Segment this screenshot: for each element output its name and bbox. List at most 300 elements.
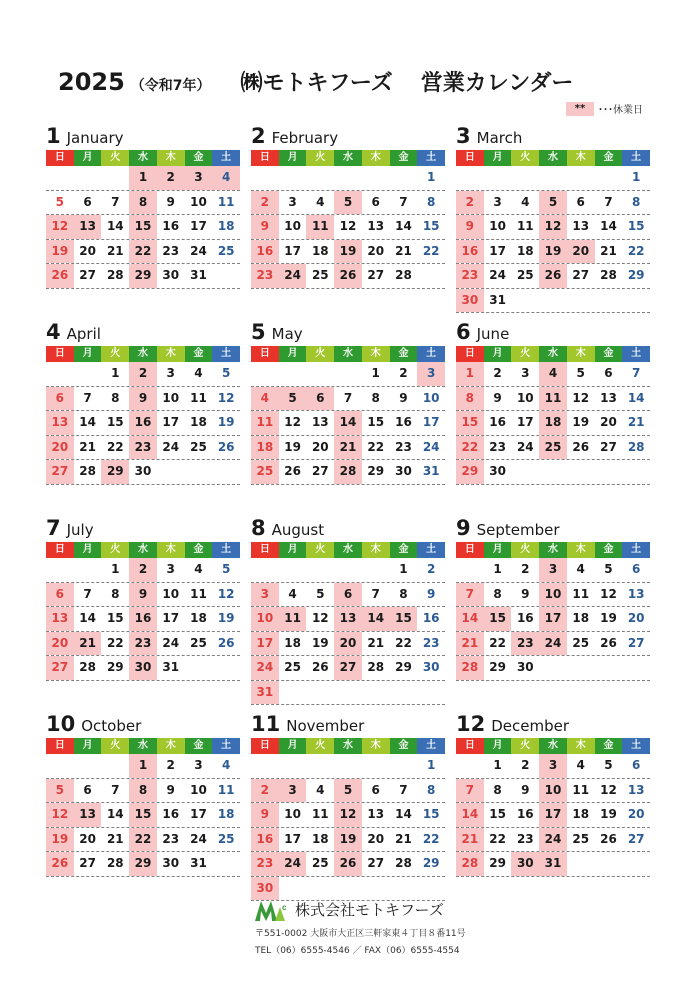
empty-cell <box>306 362 334 386</box>
day-cell: 20 <box>367 243 385 258</box>
weekday-label: 木 <box>157 542 185 558</box>
weekday-label: 火 <box>101 150 129 166</box>
day-cell: 12 <box>311 611 329 625</box>
holiday-day-cell: 2 <box>129 362 157 386</box>
week-row <box>251 191 445 216</box>
holiday-day-cell: 31 <box>251 681 279 705</box>
holiday-day-cell: 15 <box>129 803 157 827</box>
month-header <box>251 124 445 148</box>
holiday-day-cell: 14 <box>456 803 484 827</box>
weekday-label: 木 <box>567 346 595 362</box>
week-row <box>251 436 445 461</box>
empty-cell <box>251 362 279 386</box>
empty-cell <box>306 681 334 705</box>
day-cell: 1 <box>493 758 502 772</box>
day-cell: 29 <box>422 856 440 870</box>
weekday-label: 月 <box>74 150 102 166</box>
day-cell: 6 <box>631 758 641 772</box>
empty-cell <box>334 754 362 778</box>
day-cell: 11 <box>190 586 207 601</box>
day-cell: 28 <box>395 268 412 282</box>
month-number: 10 <box>46 712 76 736</box>
day-cell: 7 <box>604 194 613 209</box>
week-row <box>251 779 445 804</box>
holiday-day-cell: 3 <box>251 583 279 607</box>
day-cell: 25 <box>311 268 329 282</box>
weekday-label: 水 <box>129 346 157 362</box>
week-row <box>46 656 240 681</box>
day-cell: 19 <box>600 611 617 625</box>
day-cell: 13 <box>627 782 645 797</box>
holiday-day-cell: 28 <box>456 852 484 876</box>
empty-cell <box>334 166 362 190</box>
month-header <box>251 320 445 344</box>
empty-cell <box>595 166 623 190</box>
week-row <box>456 803 650 828</box>
empty-cell <box>539 166 567 190</box>
week-row <box>456 460 650 485</box>
week-row <box>46 240 240 265</box>
weekday-label: 木 <box>362 150 390 166</box>
weekday-label: 月 <box>74 542 102 558</box>
holiday-day-cell: 17 <box>251 632 279 656</box>
day-cell: 8 <box>493 782 502 797</box>
empty-cell <box>484 166 512 190</box>
holiday-day-cell: 7 <box>456 583 484 607</box>
holiday-day-cell: 28 <box>334 460 362 484</box>
title-main: 営業カレンダー <box>420 71 574 96</box>
week-row <box>456 166 650 191</box>
empty-cell <box>417 264 445 288</box>
week-row <box>251 215 445 240</box>
holiday-day-cell: 12 <box>334 803 362 827</box>
day-cell: 24 <box>516 439 534 454</box>
empty-cell <box>279 681 307 705</box>
empty-cell <box>74 754 102 778</box>
month-number: 4 <box>46 320 61 344</box>
day-cell: 18 <box>516 243 534 258</box>
day-cell: 19 <box>217 611 235 625</box>
weekday-label: 木 <box>362 542 390 558</box>
week-row <box>456 264 650 289</box>
month-3 <box>456 124 650 313</box>
day-cell: 23 <box>162 243 180 258</box>
empty-cell <box>306 558 334 582</box>
holiday-day-cell: 10 <box>539 583 567 607</box>
empty-cell <box>74 558 102 582</box>
weekday-label: 火 <box>306 150 334 166</box>
holiday-day-cell: 1 <box>129 166 157 190</box>
holiday-day-cell: 13 <box>334 607 362 631</box>
empty-cell <box>212 656 240 680</box>
holiday-day-cell: 12 <box>539 215 567 239</box>
day-cell: 14 <box>79 415 96 429</box>
day-cell: 29 <box>395 660 412 674</box>
day-cell: 28 <box>106 856 124 870</box>
empty-cell <box>567 656 595 680</box>
weekday-label: 水 <box>129 542 157 558</box>
day-cell: 29 <box>367 464 385 478</box>
day-cell: 17 <box>284 831 301 846</box>
holiday-day-cell: 11 <box>539 387 567 411</box>
week-row <box>251 656 445 681</box>
day-cell: 17 <box>190 219 207 233</box>
day-cell: 5 <box>604 758 613 772</box>
month-name: January <box>66 129 124 147</box>
day-cell: 21 <box>106 831 124 846</box>
week-row <box>456 558 650 583</box>
weekday-label: 金 <box>595 542 623 558</box>
holiday-day-cell: 14 <box>334 411 362 435</box>
day-cell: 4 <box>221 758 231 772</box>
day-cell: 8 <box>426 782 436 797</box>
weekday-label: 土 <box>417 738 445 754</box>
month-header <box>46 124 240 148</box>
day-cell: 21 <box>367 635 385 650</box>
day-cell: 19 <box>311 635 329 650</box>
day-cell: 26 <box>217 439 235 454</box>
day-cell: 28 <box>79 464 96 478</box>
title-era: （令和7年） <box>130 78 211 94</box>
holiday-day-cell: 22 <box>456 436 484 460</box>
day-cell: 24 <box>190 243 207 258</box>
day-cell: 21 <box>600 243 617 258</box>
day-cell: 1 <box>371 366 380 380</box>
weekday-label: 日 <box>46 346 74 362</box>
week-row <box>46 607 240 632</box>
day-cell: 19 <box>600 807 617 821</box>
empty-cell <box>622 289 650 313</box>
empty-cell <box>622 656 650 680</box>
empty-cell <box>567 852 595 876</box>
holiday-day-cell: 2 <box>129 558 157 582</box>
day-cell: 19 <box>217 415 235 429</box>
month-9 <box>456 516 650 681</box>
day-cell: 28 <box>627 439 645 454</box>
month-number: 11 <box>251 712 281 736</box>
weekday-label: 金 <box>390 542 418 558</box>
weekday-label: 月 <box>484 150 512 166</box>
day-cell: 18 <box>190 611 207 625</box>
empty-cell <box>251 754 279 778</box>
holiday-day-cell: 5 <box>279 387 307 411</box>
day-cell: 20 <box>627 807 645 821</box>
month-name: November <box>286 717 365 735</box>
holiday-day-cell: 14 <box>362 607 390 631</box>
holiday-day-cell: 29 <box>129 264 157 288</box>
day-cell: 11 <box>190 390 207 405</box>
day-cell: 14 <box>627 390 645 405</box>
weekday-label: 火 <box>101 738 129 754</box>
holiday-day-cell: 3 <box>417 362 445 386</box>
day-cell: 24 <box>162 439 180 454</box>
day-cell: 2 <box>399 366 408 380</box>
day-cell: 15 <box>489 807 506 821</box>
day-cell: 5 <box>604 562 613 576</box>
day-cell: 27 <box>311 464 329 478</box>
week-row <box>456 240 650 265</box>
empty-cell <box>334 681 362 705</box>
week-row <box>46 166 240 191</box>
holiday-day-cell: 20 <box>46 632 74 656</box>
empty-cell <box>46 166 74 190</box>
day-cell: 5 <box>55 194 65 209</box>
day-cell: 6 <box>83 194 92 209</box>
week-row <box>46 852 240 877</box>
day-cell: 16 <box>162 807 180 821</box>
day-cell: 22 <box>367 439 385 454</box>
day-cell: 4 <box>316 782 325 797</box>
weekday-label: 金 <box>595 346 623 362</box>
weekday-label: 金 <box>390 150 418 166</box>
week-row <box>46 828 240 853</box>
empty-cell <box>539 460 567 484</box>
weekday-label: 金 <box>595 738 623 754</box>
day-cell: 17 <box>284 243 301 258</box>
holiday-day-cell: 24 <box>251 656 279 680</box>
holiday-day-cell: 12 <box>46 215 74 239</box>
day-cell: 11 <box>572 782 590 797</box>
legend-swatch: ** <box>566 102 594 116</box>
holiday-day-cell: 19 <box>334 240 362 264</box>
week-row <box>251 411 445 436</box>
month-number: 3 <box>456 124 471 148</box>
day-cell: 25 <box>190 439 207 454</box>
weekday-label: 日 <box>46 738 74 754</box>
empty-cell <box>511 166 539 190</box>
month-10 <box>46 712 240 877</box>
day-cell: 24 <box>422 439 440 454</box>
holiday-day-cell: 9 <box>251 215 279 239</box>
day-cell: 14 <box>395 219 412 233</box>
month-1 <box>46 124 240 289</box>
weekday-label: 木 <box>567 542 595 558</box>
day-cell: 28 <box>106 268 124 282</box>
weekday-label: 水 <box>539 738 567 754</box>
day-cell: 4 <box>194 366 203 380</box>
week-row <box>46 632 240 657</box>
empty-cell <box>362 558 390 582</box>
empty-cell <box>185 656 213 680</box>
holiday-day-cell: 29 <box>456 460 484 484</box>
week-row <box>456 828 650 853</box>
day-cell: 12 <box>572 390 590 405</box>
month-4 <box>46 320 240 485</box>
month-name: May <box>271 325 303 343</box>
day-cell: 30 <box>489 464 506 478</box>
day-cell: 7 <box>83 390 92 405</box>
holiday-day-cell: 8 <box>456 387 484 411</box>
holiday-day-cell: 4 <box>212 166 240 190</box>
weekday-header <box>46 738 240 754</box>
day-cell: 11 <box>217 782 235 797</box>
holiday-day-cell: 18 <box>539 411 567 435</box>
weekday-label: 土 <box>622 346 650 362</box>
week-row <box>456 436 650 461</box>
day-cell: 4 <box>288 586 297 601</box>
week-row <box>251 558 445 583</box>
week-row <box>251 387 445 412</box>
holiday-day-cell: 2 <box>251 779 279 803</box>
weekday-label: 水 <box>334 738 362 754</box>
holiday-day-cell: 23 <box>129 436 157 460</box>
week-row <box>46 411 240 436</box>
day-cell: 14 <box>106 807 124 821</box>
month-name: October <box>81 717 142 735</box>
day-cell: 25 <box>217 831 235 846</box>
holiday-day-cell: 23 <box>251 852 279 876</box>
day-cell: 27 <box>627 635 645 650</box>
weekday-label: 月 <box>484 738 512 754</box>
weekday-label: 月 <box>279 346 307 362</box>
day-cell: 23 <box>516 831 534 846</box>
holiday-day-cell: 6 <box>46 583 74 607</box>
day-cell: 21 <box>106 243 124 258</box>
day-cell: 3 <box>166 366 175 380</box>
month-name: April <box>66 325 101 343</box>
holiday-day-cell: 2 <box>456 191 484 215</box>
empty-cell <box>362 877 390 901</box>
day-cell: 18 <box>311 831 329 846</box>
weekday-label: 水 <box>539 542 567 558</box>
month-header <box>46 712 240 736</box>
day-cell: 15 <box>422 219 440 233</box>
day-cell: 7 <box>111 782 120 797</box>
weekday-header <box>456 150 650 166</box>
day-cell: 3 <box>521 366 530 380</box>
day-cell: 30 <box>516 660 534 674</box>
day-cell: 1 <box>493 562 502 576</box>
day-cell: 10 <box>162 586 180 601</box>
holiday-day-cell: 19 <box>539 240 567 264</box>
footer-tel: TEL（06）6555-4546 ／ FAX（06）6555-4554 <box>255 946 460 956</box>
day-cell: 13 <box>627 586 645 601</box>
day-cell: 9 <box>521 782 530 797</box>
holiday-day-cell: 27 <box>334 656 362 680</box>
day-cell: 13 <box>572 219 590 233</box>
day-cell: 8 <box>371 390 380 405</box>
day-cell: 26 <box>311 660 329 674</box>
holiday-day-cell: 16 <box>129 411 157 435</box>
holiday-day-cell: 5 <box>539 191 567 215</box>
empty-cell <box>279 558 307 582</box>
weekday-label: 火 <box>511 150 539 166</box>
day-cell: 29 <box>627 268 645 282</box>
week-row <box>456 607 650 632</box>
weekday-label: 日 <box>251 738 279 754</box>
day-cell: 15 <box>367 415 385 429</box>
day-cell: 16 <box>395 415 412 429</box>
day-cell: 17 <box>162 415 180 429</box>
weekday-label: 水 <box>129 738 157 754</box>
day-cell: 21 <box>395 831 412 846</box>
holiday-day-cell: 15 <box>390 607 418 631</box>
month-name: March <box>476 129 523 147</box>
holiday-day-cell: 23 <box>511 632 539 656</box>
week-row <box>251 632 445 657</box>
day-cell: 7 <box>111 194 120 209</box>
day-cell: 11 <box>572 586 590 601</box>
weekday-label: 水 <box>334 346 362 362</box>
day-cell: 10 <box>284 807 301 821</box>
week-row <box>46 387 240 412</box>
holiday-day-cell: 9 <box>129 387 157 411</box>
holiday-day-cell: 6 <box>306 387 334 411</box>
weekday-label: 日 <box>46 150 74 166</box>
weekday-header <box>456 542 650 558</box>
weekday-header <box>46 346 240 362</box>
holiday-day-cell: 26 <box>46 852 74 876</box>
day-cell: 15 <box>422 807 440 821</box>
holiday-day-cell: 1 <box>456 362 484 386</box>
weekday-label: 火 <box>101 346 129 362</box>
empty-cell <box>46 558 74 582</box>
empty-cell <box>417 681 445 705</box>
day-cell: 26 <box>284 464 301 478</box>
weekday-header <box>251 346 445 362</box>
day-cell: 14 <box>106 219 124 233</box>
weekday-label: 日 <box>46 542 74 558</box>
weekday-label: 土 <box>212 738 240 754</box>
empty-cell <box>362 166 390 190</box>
day-cell: 4 <box>316 194 325 209</box>
day-cell: 4 <box>576 562 585 576</box>
month-header <box>456 320 650 344</box>
week-row <box>456 779 650 804</box>
month-7 <box>46 516 240 681</box>
empty-cell <box>212 852 240 876</box>
day-cell: 16 <box>516 611 534 625</box>
day-cell: 8 <box>493 586 502 601</box>
day-cell: 2 <box>166 758 175 772</box>
weekday-label: 木 <box>157 150 185 166</box>
holiday-day-cell: 13 <box>74 803 102 827</box>
day-cell: 12 <box>600 586 617 601</box>
empty-cell <box>306 877 334 901</box>
week-row <box>46 779 240 804</box>
weekday-header <box>456 738 650 754</box>
weekday-header <box>46 542 240 558</box>
month-number: 12 <box>456 712 486 736</box>
day-cell: 10 <box>422 390 440 405</box>
week-row <box>456 754 650 779</box>
month-number: 8 <box>251 516 266 540</box>
week-row <box>456 411 650 436</box>
holiday-day-cell: 8 <box>129 191 157 215</box>
legend-label: ･･･休業日 <box>598 105 643 116</box>
day-cell: 15 <box>627 219 645 233</box>
weekday-label: 火 <box>511 346 539 362</box>
empty-cell <box>74 362 102 386</box>
day-cell: 9 <box>399 390 408 405</box>
holiday-day-cell: 3 <box>279 779 307 803</box>
holiday-day-cell: 12 <box>46 803 74 827</box>
weekday-label: 土 <box>212 346 240 362</box>
weekday-header <box>251 738 445 754</box>
holiday-day-cell: 22 <box>129 240 157 264</box>
day-cell: 8 <box>631 194 641 209</box>
weekday-label: 日 <box>456 150 484 166</box>
empty-cell <box>567 289 595 313</box>
month-name: July <box>66 521 94 539</box>
holiday-legend <box>566 101 643 116</box>
weekday-label: 日 <box>456 738 484 754</box>
day-cell: 15 <box>106 415 124 429</box>
weekday-header <box>456 346 650 362</box>
day-cell: 10 <box>284 219 301 233</box>
day-cell: 7 <box>399 194 408 209</box>
empty-cell <box>567 460 595 484</box>
